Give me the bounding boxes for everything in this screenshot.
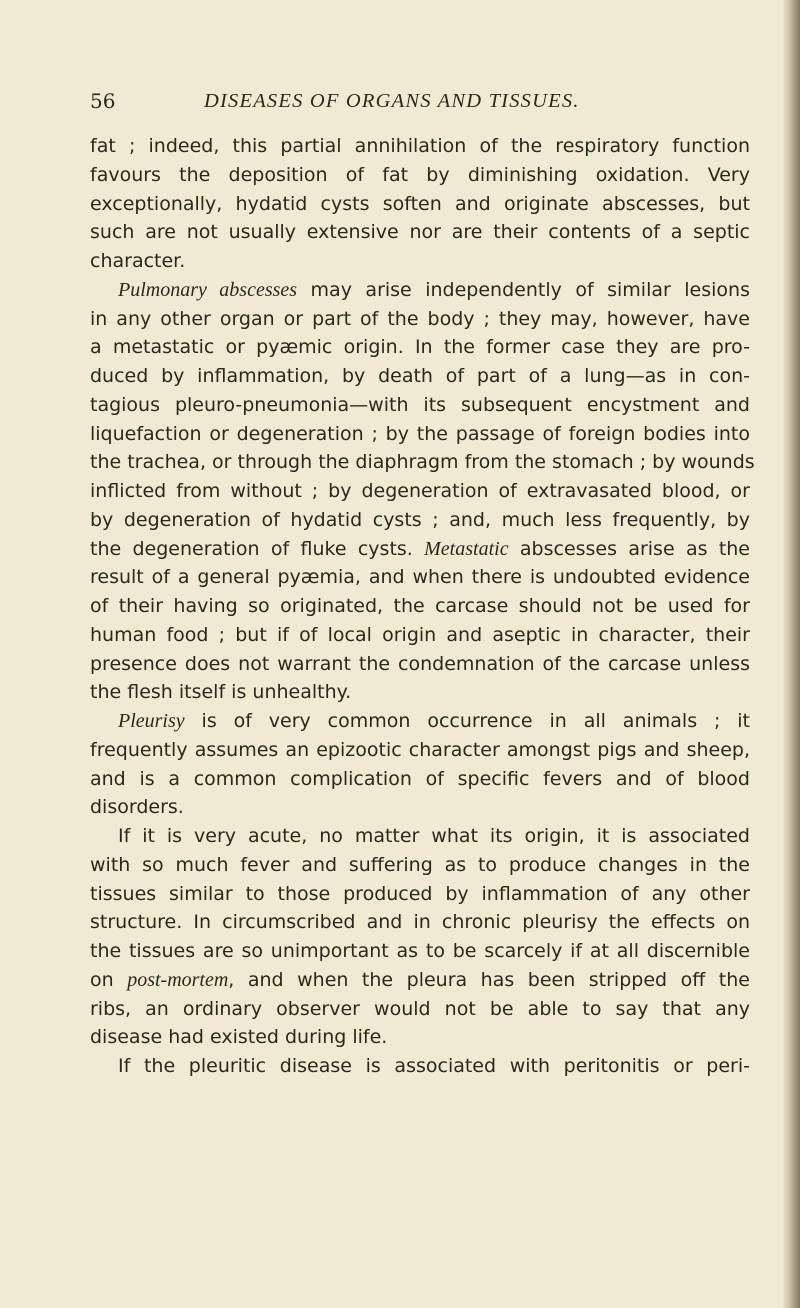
text-line: the flesh itself is unhealthy. bbox=[90, 681, 352, 704]
text-line: human food ; but if of local origin and aseptic in character, their bbox=[90, 623, 750, 646]
text-line: the trachea, or through the diaphragm from the stomach ; by wounds bbox=[90, 451, 755, 474]
text-line: tissues similar to those produced by inflammation of any other bbox=[90, 882, 750, 905]
text-line: character. bbox=[90, 250, 186, 272]
text-line: structure. In circumscribed and in chronic pleurisy the effects on bbox=[90, 911, 750, 934]
text-line: with so much fever and suffering as to produce changes in the bbox=[90, 853, 750, 876]
text-line: such are not usually extensive nor are their contents of a septic bbox=[90, 221, 750, 244]
text-line: the degeneration of fluke cysts. Metastatic abscesses arise as the bbox=[90, 537, 750, 560]
running-head: DISEASES OF ORGANS AND TISSUES. bbox=[204, 90, 580, 112]
text-line: of their having so originated, the carcase should not be used for bbox=[90, 595, 750, 617]
text-line: favours the deposition of fat by diminishing oxidation. Very bbox=[90, 163, 750, 186]
text-line: liquefaction or degeneration ; by the passage of foreign bodies into bbox=[90, 422, 750, 445]
text-line: result of a general pyæmia, and when there is undoubted evidence bbox=[90, 566, 750, 589]
text-line: the tissues are so unimportant as to be scarcely if at all discernible bbox=[90, 940, 750, 962]
italic-term-metastatic: Metastatic bbox=[424, 537, 509, 560]
text-line: tagious pleuro-pneumonia—with its subsequent encystment and bbox=[90, 393, 750, 416]
italic-term-pleurisy: Pleurisy bbox=[118, 710, 185, 732]
text-line: Pleurisy is of very common occurrence in all animals ; it bbox=[118, 710, 750, 732]
text-line: If the pleuritic disease is associated with peritonitis or peri- bbox=[118, 1055, 750, 1077]
body-text bbox=[90, 132, 755, 1081]
text-line: frequently assumes an epizootic character amongst pigs and sheep, bbox=[90, 738, 750, 761]
text-line: fat ; indeed, this partial annihilation of the respiratory function bbox=[90, 135, 750, 157]
text-line: disease had existed during life. bbox=[90, 1026, 388, 1049]
text-line: inflicted from without ; by degeneration of extravasated blood, or bbox=[90, 480, 750, 502]
text-line: ribs, an ordinary observer would not be able to say that any bbox=[90, 997, 750, 1020]
italic-term-pulmonary-abscesses: Pulmonary abscesses bbox=[118, 278, 298, 301]
text-line: If it is very acute, no matter what its origin, it is associated bbox=[118, 825, 750, 847]
page-edge-shadow bbox=[782, 0, 800, 1308]
page-header bbox=[90, 88, 750, 114]
text-line: disorders. bbox=[90, 796, 184, 819]
text-line: on post-mortem, and when the pleura has been stripped off the bbox=[90, 968, 750, 991]
text-line: exceptionally, hydatid cysts soften and originate abscesses, but bbox=[90, 192, 750, 215]
text-line: a metastatic or pyæmic origin. In the former case they are pro- bbox=[90, 336, 750, 359]
text-line: presence does not warrant the condemnation of the carcase unless bbox=[90, 652, 750, 675]
text-line: in any other organ or part of the body ; they may, however, have bbox=[90, 307, 750, 330]
text-line: and is a common complication of specific fevers and of blood bbox=[90, 767, 750, 790]
italic-term-post-mortem: post-mortem bbox=[127, 968, 229, 991]
text-line: by degeneration of hydatid cysts ; and, much less frequently, by bbox=[90, 508, 750, 531]
text-line: duced by inflammation, by death of part of a lung—as in con- bbox=[90, 365, 750, 387]
page-number: 56 bbox=[90, 89, 116, 113]
text-line: Pulmonary abscesses may arise independently of similar lesions bbox=[118, 278, 750, 301]
